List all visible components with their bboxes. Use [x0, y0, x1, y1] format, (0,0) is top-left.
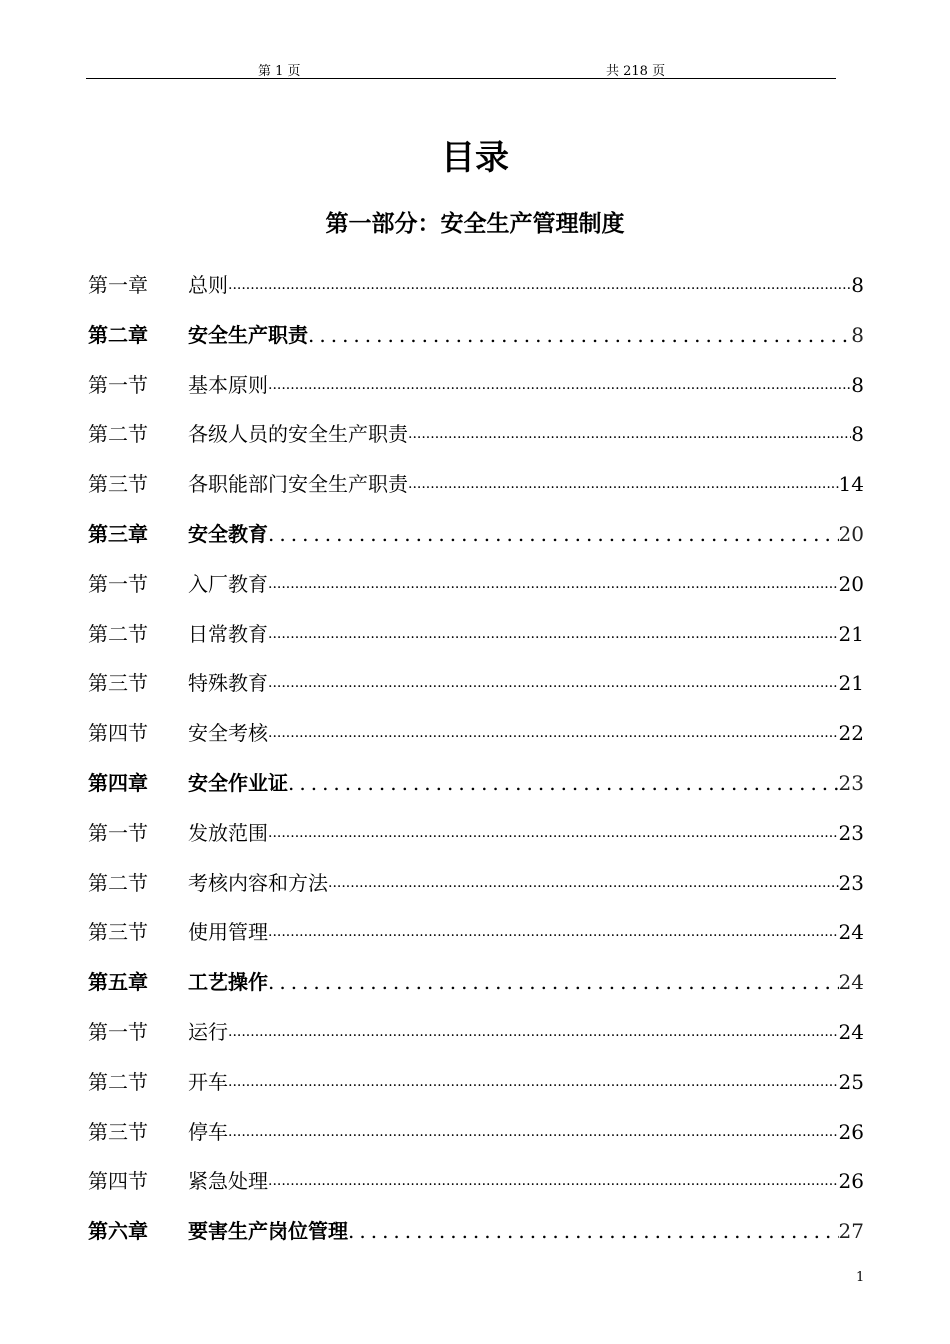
- toc-entry-title: 停车: [188, 1119, 228, 1144]
- toc-entry-label: 第一节: [88, 571, 148, 596]
- toc-entry[interactable]: [88, 766, 864, 816]
- toc-entry-label: 第六章: [88, 1219, 148, 1244]
- toc-dot-leader: [408, 417, 851, 451]
- toc-entry[interactable]: [88, 1115, 864, 1165]
- toc-dot-leader: [228, 1015, 839, 1049]
- toc-entry-page: 21: [838, 671, 864, 696]
- toc-entry-title: 总则: [188, 273, 228, 297]
- toc-entry-page: 22: [838, 721, 864, 746]
- toc-entry-title: 安全考核: [188, 721, 268, 746]
- toc-entry[interactable]: [88, 915, 864, 965]
- toc-entry[interactable]: [88, 467, 864, 517]
- toc-entry-page: 24: [838, 920, 864, 945]
- toc-entry-page: 26: [838, 1119, 864, 1144]
- toc-entry[interactable]: [88, 417, 864, 467]
- toc-entry-label: 第五章: [88, 970, 148, 995]
- toc-entry-label: 第二节: [88, 1069, 148, 1094]
- toc-dot-leader: [268, 816, 839, 850]
- toc-dot-leader: [268, 716, 839, 750]
- part-title: 第一部分：安全生产管理制度: [325, 211, 625, 237]
- toc-dot-leader: [408, 467, 839, 501]
- toc-entry-title: 安全作业证: [188, 770, 288, 795]
- toc-entry-label: 第一节: [88, 820, 148, 845]
- toc-entry[interactable]: [88, 1015, 864, 1065]
- toc-entry[interactable]: [88, 1164, 864, 1214]
- toc-dot-leader: [268, 368, 851, 402]
- toc-entry-title: 运行: [188, 1019, 228, 1044]
- toc-entry-label: 第三节: [88, 671, 148, 696]
- toc-entry-page: 21: [838, 621, 864, 646]
- toc-entry-page: 25: [838, 1069, 864, 1094]
- toc-entry-label: 第四章: [88, 770, 148, 795]
- toc-entry[interactable]: [88, 318, 864, 368]
- toc-entry[interactable]: [88, 965, 864, 1015]
- toc-entry-title: 紧急处理: [188, 1169, 268, 1194]
- toc-entry-title: 使用管理: [188, 920, 268, 945]
- toc-entry-label: 第四节: [88, 1169, 148, 1194]
- toc-entry[interactable]: [88, 567, 864, 617]
- toc-entry-label: 第二节: [88, 870, 148, 895]
- toc-entry[interactable]: [88, 517, 864, 567]
- toc-entry-page: 24: [838, 1019, 864, 1044]
- toc-entry-page: 8: [851, 372, 864, 397]
- toc-entry-page: 26: [838, 1169, 864, 1194]
- toc-entry-label: 第一章: [88, 273, 148, 297]
- toc-entry-label: 第二节: [88, 422, 148, 447]
- toc-entry-page: 24: [838, 970, 864, 995]
- toc-entry[interactable]: [88, 666, 864, 716]
- toc-dot-leader: [288, 766, 839, 800]
- footer-page-number: 1: [856, 1270, 865, 1285]
- toc-dot-leader: [228, 268, 851, 302]
- toc-dot-leader: [268, 1164, 839, 1198]
- toc-entry[interactable]: [88, 1065, 864, 1115]
- toc-entry-label: 第二章: [88, 322, 148, 347]
- toc-dot-leader: [228, 1065, 839, 1099]
- toc-entry-page: 23: [838, 820, 864, 845]
- toc-entry[interactable]: [88, 816, 864, 866]
- toc-entry[interactable]: [88, 368, 864, 418]
- toc-dot-leader: [268, 517, 839, 551]
- toc-entry-title: 各级人员的安全生产职责: [188, 422, 408, 447]
- toc-entry-title: 考核内容和方法: [188, 870, 328, 895]
- toc-dot-leader: [268, 666, 839, 700]
- toc-entry-label: 第三节: [88, 472, 148, 497]
- toc-dot-leader: [268, 567, 839, 601]
- toc-entry-page: 8: [851, 273, 864, 297]
- toc-entry-page: 27: [838, 1219, 864, 1244]
- toc-entry-title: 发放范围: [188, 820, 268, 845]
- toc-entry-label: 第一节: [88, 372, 148, 397]
- toc-entry-page: 14: [838, 472, 864, 497]
- toc-entry-title: 要害生产岗位管理: [188, 1219, 348, 1244]
- toc-entry-label: 第一节: [88, 1019, 148, 1044]
- toc-entry[interactable]: [88, 268, 864, 318]
- toc-entry-label: 第四节: [88, 721, 148, 746]
- toc-entry-label: 第三节: [88, 920, 148, 945]
- toc-entry-title: 工艺操作: [188, 970, 268, 995]
- toc-entry[interactable]: [88, 716, 864, 766]
- toc-entry-page: 23: [838, 870, 864, 895]
- toc-entry-title: 安全教育: [188, 521, 268, 546]
- toc-entry-label: 第三节: [88, 1119, 148, 1144]
- toc-entry-page: 20: [838, 571, 864, 596]
- toc-entry[interactable]: [88, 1214, 864, 1264]
- toc-dot-leader: [268, 965, 839, 999]
- toc-dot-leader: [308, 318, 851, 352]
- toc-entry-title: 各职能部门安全生产职责: [188, 472, 408, 497]
- toc-entry-page: 20: [838, 521, 864, 546]
- toc-entry-page: 8: [851, 322, 864, 347]
- document-title: 目录: [441, 138, 509, 178]
- page-header: [86, 60, 836, 79]
- toc-dot-leader: [268, 915, 839, 949]
- toc-entry-label: 第二节: [88, 621, 148, 646]
- toc-entry-title: 安全生产职责: [188, 322, 308, 347]
- toc-entry[interactable]: [88, 866, 864, 916]
- header-page-indicator: 第 1 页: [258, 64, 301, 79]
- toc-entry-title: 基本原则: [188, 372, 268, 397]
- toc-dot-leader: [348, 1214, 839, 1248]
- toc-dot-leader: [228, 1115, 839, 1149]
- toc-entry-label: 第三章: [88, 521, 148, 546]
- toc-entry[interactable]: [88, 617, 864, 667]
- toc-entry-title: 日常教育: [188, 621, 268, 646]
- toc-entry-page: 8: [851, 422, 864, 447]
- toc-entry-title: 特殊教育: [188, 671, 268, 696]
- table-of-contents: [88, 268, 864, 1264]
- toc-entry-title: 开车: [188, 1069, 228, 1094]
- toc-entry-title: 入厂教育: [188, 571, 268, 596]
- toc-entry-page: 23: [838, 770, 864, 795]
- toc-dot-leader: [268, 617, 839, 651]
- toc-dot-leader: [328, 866, 839, 900]
- header-total-pages: 共 218 页: [606, 64, 666, 79]
